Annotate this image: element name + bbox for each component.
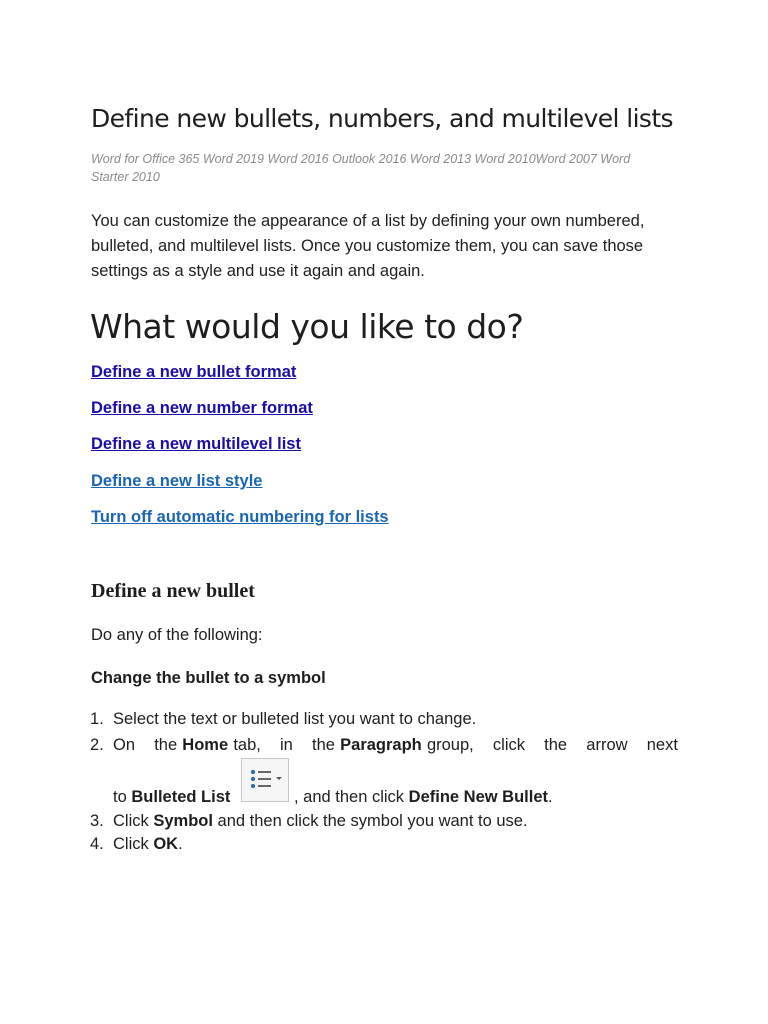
step-number: 1. xyxy=(90,710,104,728)
paragraph-group-label: Paragraph xyxy=(340,736,422,754)
step-4: 4. Click OK. xyxy=(90,835,183,853)
bulleted-list-icon xyxy=(242,759,288,801)
bulleted-list-label: Bulleted List xyxy=(131,788,231,806)
step-text: Select the text or bulleted list you want to change. xyxy=(113,710,477,728)
home-tab-label: Home xyxy=(182,736,229,754)
subheading: Change the bullet to a symbol xyxy=(91,669,326,687)
section-question: What would you like to do? xyxy=(90,307,524,346)
chevron-down-icon xyxy=(276,777,282,780)
define-new-bullet-label: Define New Bullet xyxy=(408,788,549,806)
link-define-list-style[interactable]: Define a new list style xyxy=(91,472,263,490)
step-2-line-2-rest: , and then click Define New Bullet. xyxy=(294,788,553,806)
step-1 xyxy=(90,710,476,729)
lead-text: Do any of the following: xyxy=(91,626,263,644)
bulleted-list-button[interactable] xyxy=(241,758,289,802)
link-define-multilevel-list[interactable]: Define a new multilevel list xyxy=(91,435,301,453)
page-title: Define new bullets, numbers, and multilevel lists xyxy=(91,104,673,133)
step-2-line-2: to Bulleted List xyxy=(113,788,231,806)
applies-to: Word for Office 365 Word 2019 Word 2016 Outlook 2016 Word 2013 Word 2010Word 2007 Word Starter 2010 xyxy=(91,152,631,184)
link-define-number-format[interactable]: Define a new number format xyxy=(91,399,313,417)
step-3: 3. Click Symbol and then click the symbol you want to use. xyxy=(90,812,528,830)
symbol-label: Symbol xyxy=(153,812,213,830)
link-turn-off-numbering[interactable]: Turn off automatic numbering for lists xyxy=(91,508,389,526)
step-2-line-1: On the Home tab, in the Paragraph group, click the arrow next xyxy=(113,736,678,754)
section-heading: Define a new bullet xyxy=(91,580,255,602)
step-2-number: 2. xyxy=(90,736,104,754)
link-define-bullet-format[interactable]: Define a new bullet format xyxy=(91,363,297,381)
intro-paragraph: You can customize the appearance of a list by defining your own numbered, bulleted, and multilevel lists. Once you customize them, you can save those settings as a style and use it again and again. xyxy=(91,212,645,280)
ok-label: OK xyxy=(153,835,179,853)
